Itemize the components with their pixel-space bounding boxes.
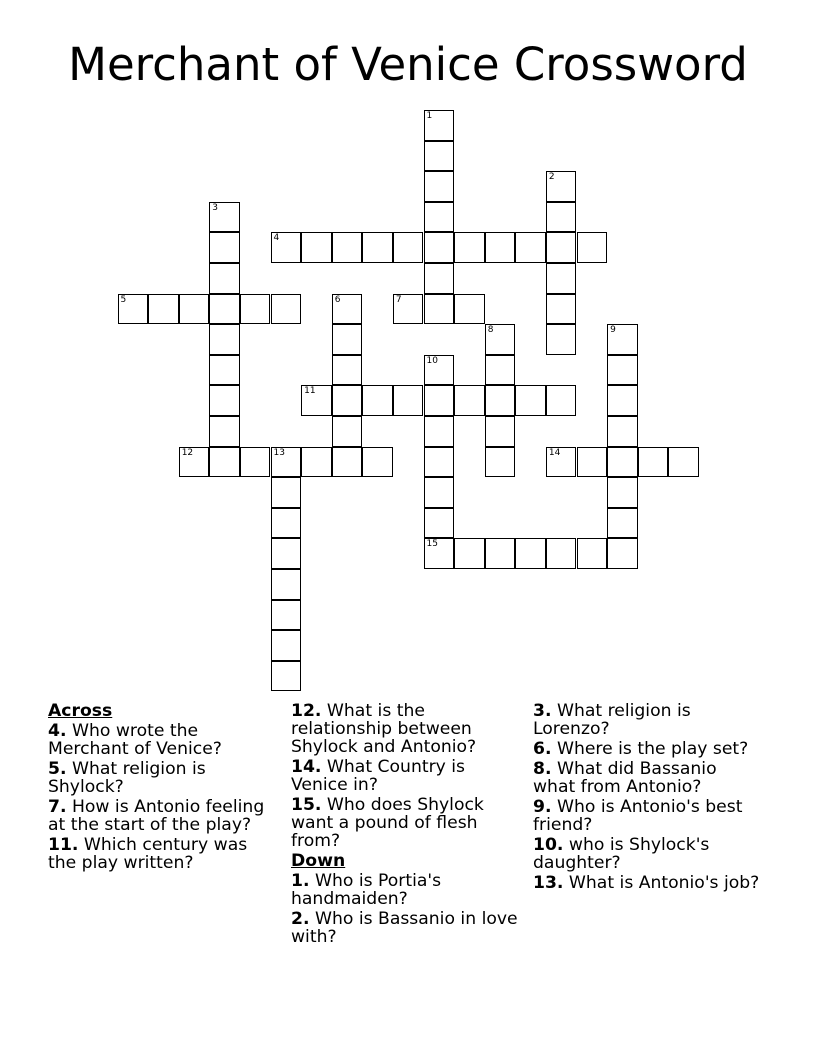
grid-cell[interactable] <box>607 416 638 447</box>
grid-cell[interactable] <box>424 232 455 263</box>
grid-cell[interactable] <box>485 232 516 263</box>
clue-down-9: 9. Who is Antonio's best friend? <box>533 797 743 835</box>
grid-cell[interactable] <box>546 294 577 325</box>
grid-cell[interactable] <box>332 416 363 447</box>
grid-cell[interactable] <box>515 232 546 263</box>
grid-cell[interactable] <box>179 294 210 325</box>
grid-cell[interactable] <box>607 477 638 508</box>
grid-cell[interactable] <box>209 263 240 294</box>
grid-cell[interactable] <box>546 263 577 294</box>
clue-column-3 <box>533 702 763 894</box>
grid-cell[interactable] <box>362 232 393 263</box>
grid-cell[interactable] <box>118 294 149 325</box>
grid-cell[interactable] <box>546 202 577 233</box>
clue-number: 14 <box>548 447 561 458</box>
grid-cell[interactable] <box>271 538 302 569</box>
grid-cell[interactable] <box>271 630 302 661</box>
grid-cell[interactable] <box>332 385 363 416</box>
grid-cell[interactable] <box>332 447 363 478</box>
grid-cell[interactable] <box>607 385 638 416</box>
grid-cell[interactable] <box>362 447 393 478</box>
grid-cell[interactable] <box>179 447 210 478</box>
grid-cell[interactable] <box>424 447 455 478</box>
grid-cell[interactable] <box>209 202 240 233</box>
grid-cell[interactable] <box>393 385 424 416</box>
grid-cell[interactable] <box>209 294 240 325</box>
clue-number: 3 <box>212 202 219 213</box>
clue-down-8: 8. What did Bassanio what from Antonio? <box>533 759 717 797</box>
across-heading: Across <box>48 701 113 721</box>
clue-down-2: 2. Who is Bassanio in love with? <box>291 909 518 947</box>
grid-cell[interactable] <box>424 110 455 141</box>
grid-cell[interactable] <box>332 294 363 325</box>
grid-cell[interactable] <box>271 477 302 508</box>
grid-cell[interactable] <box>209 355 240 386</box>
grid-cell[interactable] <box>271 569 302 600</box>
grid-cell[interactable] <box>485 324 516 355</box>
grid-cell[interactable] <box>424 355 455 386</box>
clue-number: 1 <box>426 111 433 121</box>
grid-cell[interactable] <box>332 232 363 263</box>
grid-cell[interactable] <box>271 232 302 263</box>
grid-cell[interactable] <box>668 447 699 478</box>
grid-cell[interactable] <box>424 416 455 447</box>
clue-column-1 <box>48 702 278 874</box>
grid-cell[interactable] <box>607 355 638 386</box>
clue-number: 10 <box>426 355 438 366</box>
grid-cell[interactable] <box>271 294 302 325</box>
grid-cell[interactable] <box>577 232 608 263</box>
grid-cell[interactable] <box>607 508 638 539</box>
clue-number: 2 <box>548 172 555 183</box>
grid-cell[interactable] <box>485 355 516 386</box>
grid-cell[interactable] <box>393 232 424 263</box>
grid-cell[interactable] <box>424 538 455 569</box>
clue-number: 8 <box>487 325 494 336</box>
clue-across-11: 11. Which century was the play written? <box>48 835 248 873</box>
grid-cell[interactable] <box>332 324 363 355</box>
clue-number: 6 <box>334 294 341 305</box>
clue-number: 7 <box>395 294 402 305</box>
clue-across-14: 14. What Country is Venice in? <box>291 757 466 795</box>
grid-cell[interactable] <box>301 385 332 416</box>
grid-cell[interactable] <box>209 416 240 447</box>
clue-down-1: 1. Who is Portia's handmaiden? <box>291 871 442 909</box>
grid-cell[interactable] <box>454 232 485 263</box>
grid-cell[interactable] <box>271 447 302 478</box>
grid-cell[interactable] <box>301 232 332 263</box>
grid-cell[interactable] <box>271 661 302 692</box>
grid-cell[interactable] <box>424 294 455 325</box>
grid-cell[interactable] <box>577 538 608 569</box>
grid-cell[interactable] <box>271 508 302 539</box>
clue-down-13: 13. What is Antonio's job? <box>533 873 760 893</box>
grid-cell[interactable] <box>546 538 577 569</box>
grid-cell[interactable] <box>638 447 669 478</box>
clue-column-2 <box>291 702 521 948</box>
clue-down-6: 6. Where is the play set? <box>533 739 749 759</box>
grid-cell[interactable] <box>577 447 608 478</box>
grid-cell[interactable] <box>209 447 240 478</box>
grid-cell[interactable] <box>424 508 455 539</box>
clue-down-10: 10. who is Shylock's daughter? <box>533 835 710 873</box>
grid-cell[interactable] <box>607 447 638 478</box>
page-title: Merchant of Venice Crossword <box>68 38 748 91</box>
grid-cell[interactable] <box>424 171 455 202</box>
grid-cell[interactable] <box>515 385 546 416</box>
grid-cell[interactable] <box>271 600 302 631</box>
clue-across-12: 12. What is the relationship between Shylock and Antonio? <box>291 701 477 757</box>
grid-cell[interactable] <box>393 294 424 325</box>
clue-number: 4 <box>273 233 280 244</box>
clue-number: 5 <box>120 294 127 305</box>
grid-cell[interactable] <box>546 171 577 202</box>
grid-cell[interactable] <box>424 385 455 416</box>
grid-cell[interactable] <box>209 385 240 416</box>
grid-cell[interactable] <box>485 447 516 478</box>
grid-cell[interactable] <box>424 477 455 508</box>
grid-cell[interactable] <box>485 416 516 447</box>
grid-cell[interactable] <box>301 447 332 478</box>
grid-cell[interactable] <box>424 141 455 172</box>
clue-across-7: 7. How is Antonio feeling at the start of the play? <box>48 797 265 835</box>
down-heading: Down <box>291 851 346 871</box>
grid-cell[interactable] <box>454 538 485 569</box>
clue-across-15: 15. Who does Shylock want a pound of flesh from? <box>291 795 484 851</box>
clue-number: 13 <box>273 447 285 458</box>
grid-cell[interactable] <box>240 294 271 325</box>
grid-cell[interactable] <box>209 324 240 355</box>
clue-down-3: 3. What religion is Lorenzo? <box>533 701 691 739</box>
grid-cell[interactable] <box>546 447 577 478</box>
clue-across-4: 4. Who wrote the Merchant of Venice? <box>48 721 222 759</box>
grid-cell[interactable] <box>148 294 179 325</box>
grid-cell[interactable] <box>209 232 240 263</box>
grid-cell[interactable] <box>240 447 271 478</box>
grid-cell[interactable] <box>485 538 516 569</box>
grid-cell[interactable] <box>424 202 455 233</box>
grid-cell[interactable] <box>454 294 485 325</box>
clue-number: 11 <box>304 386 316 397</box>
grid-cell[interactable] <box>607 538 638 569</box>
clue-number: 15 <box>426 539 438 550</box>
grid-cell[interactable] <box>454 385 485 416</box>
grid-cell[interactable] <box>362 385 393 416</box>
grid-cell[interactable] <box>546 324 577 355</box>
grid-cell[interactable] <box>332 355 363 386</box>
grid-cell[interactable] <box>546 385 577 416</box>
grid-cell[interactable] <box>607 324 638 355</box>
grid-cell[interactable] <box>424 263 455 294</box>
clue-across-5: 5. What religion is Shylock? <box>48 759 206 797</box>
grid-cell[interactable] <box>515 538 546 569</box>
clue-number: 9 <box>610 325 616 336</box>
grid-cell[interactable] <box>546 232 577 263</box>
clue-number: 12 <box>181 447 194 458</box>
grid-cell[interactable] <box>485 385 516 416</box>
